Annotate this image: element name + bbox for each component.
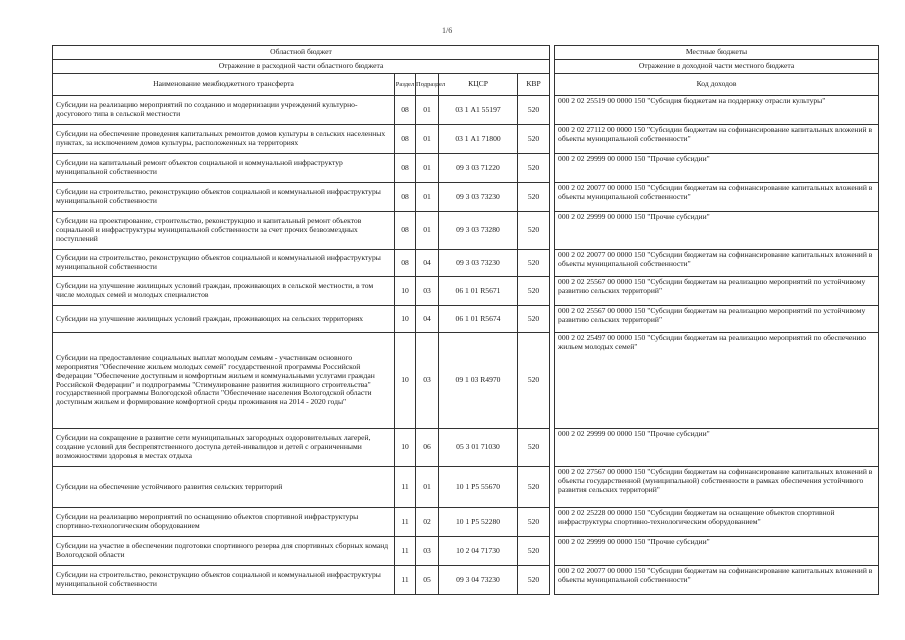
table-row xyxy=(53,333,879,429)
transfer-name: Субсидии на улучшение жилищных условий граждан, проживающих на сельских территориях xyxy=(53,306,395,333)
kvr-code: 520 xyxy=(518,277,550,306)
kcsr-code: 06 1 01 R5674 xyxy=(439,306,518,333)
kvr-code: 520 xyxy=(518,537,550,566)
section-code: 10 xyxy=(395,277,416,306)
kcsr-code: 09 1 03 R4970 xyxy=(439,333,518,429)
table-row xyxy=(53,306,879,333)
section-code: 11 xyxy=(395,508,416,537)
kvr-code: 520 xyxy=(518,125,550,154)
income-code: 000 2 02 25519 00 0000 150 "Субсидия бюджетам на поддержку отрасли культуры" xyxy=(555,96,879,125)
income-code: 000 2 02 20077 00 0000 150 "Субсидии бюджетам на софинансирование капитальных вложений в объекты муниципальной собственности" xyxy=(555,250,879,277)
table-row xyxy=(53,183,879,212)
kvr-code: 520 xyxy=(518,183,550,212)
page-number: 1/6 xyxy=(442,26,453,35)
table-row xyxy=(53,467,879,508)
transfer-name: Субсидии на строительство, реконструкцию объектов социальной и коммунальной инфраструктуры муниципальной собственности xyxy=(53,566,395,595)
table-row xyxy=(53,154,879,183)
transfer-name: Субсидии на обеспечение проведения капитальных ремонтов домов культуры в сельских населенных пунктах, за исключением домов культуры, расположенных на территориях xyxy=(53,125,395,154)
kcsr-code: 09 3 03 73230 xyxy=(439,250,518,277)
col-name-header: Наименование межбюджетного трансферта xyxy=(53,74,395,96)
table-row xyxy=(53,429,879,467)
kcsr-code: 09 3 04 73230 xyxy=(439,566,518,595)
subsection-code: 04 xyxy=(416,250,439,277)
kvr-code: 520 xyxy=(518,250,550,277)
subsection-code: 01 xyxy=(416,212,439,250)
regional-budget-header: Областной бюджет xyxy=(53,46,550,60)
subsection-code: 02 xyxy=(416,508,439,537)
subsection-code: 01 xyxy=(416,125,439,154)
section-code: 10 xyxy=(395,429,416,467)
section-code: 11 xyxy=(395,537,416,566)
section-code: 08 xyxy=(395,183,416,212)
subsection-code: 06 xyxy=(416,429,439,467)
income-code: 000 2 02 25497 00 0000 150 "Субсидии бюджетам на реализацию мероприятий по обеспечению жильем молодых семей" xyxy=(555,333,879,429)
section-code: 08 xyxy=(395,212,416,250)
transfer-name: Субсидии на проектирование, строительство, реконструкцию и капитальный ремонт объектов социальной и инфраструктуры муниципальной собственности за счет прочих безвозмездных поступлений xyxy=(53,212,395,250)
kvr-code: 520 xyxy=(518,306,550,333)
kvr-code: 520 xyxy=(518,508,550,537)
kcsr-code: 09 3 03 73230 xyxy=(439,183,518,212)
income-code: 000 2 02 27112 00 0000 150 "Субсидии бюджетам на софинансирование капитальных вложений в объекты муниципальной собственности" xyxy=(555,125,879,154)
transfer-name: Субсидии на строительство, реконструкцию объектов социальной и коммунальной инфраструктуры муниципальной собственности xyxy=(53,250,395,277)
income-code: 000 2 02 29999 00 0000 150 "Прочие субсидии" xyxy=(555,537,879,566)
col-kcsr-header: КЦСР xyxy=(439,74,518,96)
transfer-name: Субсидии на строительство, реконструкцию объектов социальной и коммунальной инфраструктуры муниципальной собственности xyxy=(53,183,395,212)
col-section-header: Раздел xyxy=(395,74,416,96)
table-row xyxy=(53,212,879,250)
income-reflection-header: Отражение в доходной части местного бюджета xyxy=(555,60,879,74)
subsection-code: 01 xyxy=(416,183,439,212)
subsection-code: 03 xyxy=(416,277,439,306)
kvr-code: 520 xyxy=(518,429,550,467)
kcsr-code: 03 1 А1 71800 xyxy=(439,125,518,154)
subsection-code: 01 xyxy=(416,96,439,125)
kvr-code: 520 xyxy=(518,212,550,250)
income-code: 000 2 02 29999 00 0000 150 "Прочие субсидии" xyxy=(555,212,879,250)
kvr-code: 520 xyxy=(518,96,550,125)
table-row xyxy=(53,537,879,566)
section-code: 08 xyxy=(395,125,416,154)
table-row xyxy=(53,508,879,537)
col-income-code-header: Код доходов xyxy=(555,74,879,96)
transfer-name: Субсидии на предоставление социальных выплат молодым семьям - участникам основного мероприятия "Обеспечение жильем молодых семей" государственной программы Российской Федерации "Обеспечение доступным и комфортным жильем и коммунальными услугами граждан Российской Федерации" и подпрограммы "Стимулирование развития жилищного строительства" государственной программы Вологодской области "Обеспечение населения Вологодской области доступным жильем и формирование комфортной среды проживания на 2014 - 2020 годы" xyxy=(53,333,395,429)
kcsr-code: 05 3 01 71030 xyxy=(439,429,518,467)
transfer-name: Субсидии на реализацию мероприятий по созданию и модернизации учреждений культурно-досугового типа в сельской местности xyxy=(53,96,395,125)
kvr-code: 520 xyxy=(518,154,550,183)
income-code: 000 2 02 25567 00 0000 150 "Субсидии бюджетам на реализацию мероприятий по устойчивому развитию сельских территорий" xyxy=(555,277,879,306)
header-row-3 xyxy=(53,74,879,96)
transfer-name: Субсидии на улучшение жилищных условий граждан, проживающих в сельской местности, в том числе молодых семей и молодых специалистов xyxy=(53,277,395,306)
subsection-code: 05 xyxy=(416,566,439,595)
header-row-1 xyxy=(53,46,879,60)
col-subsection-header: Подраздел xyxy=(416,74,439,96)
kcsr-code: 10 1 P5 52280 xyxy=(439,508,518,537)
kcsr-code: 03 1 А1 55197 xyxy=(439,96,518,125)
kcsr-code: 06 1 01 R5671 xyxy=(439,277,518,306)
kcsr-code: 10 1 P5 55670 xyxy=(439,467,518,508)
section-code: 11 xyxy=(395,467,416,508)
transfer-name: Субсидии на реализацию мероприятий по оснащению объектов спортивной инфраструктуры спортивно-технологическим оборудованием xyxy=(53,508,395,537)
col-kvr-header: КВР xyxy=(518,74,550,96)
kcsr-code: 10 2 04 71730 xyxy=(439,537,518,566)
table-row xyxy=(53,125,879,154)
income-code: 000 2 02 25228 00 0000 150 "Субсидии бюджетам на оснащение объектов спортивной инфраструктуры спортивно-технологическим оборудованием" xyxy=(555,508,879,537)
transfer-name: Субсидии на сокращение в развитие сети муниципальных загородных оздоровительных лагерей, создание условий для беспрепятственного доступа детей-инвалидов и детей с ограниченными возможностями здоровья в местах отдыха xyxy=(53,429,395,467)
subsection-code: 01 xyxy=(416,467,439,508)
budget-table xyxy=(52,45,879,595)
local-budgets-header: Местные бюджеты xyxy=(555,46,879,60)
subsection-code: 03 xyxy=(416,537,439,566)
header-row-2 xyxy=(53,60,879,74)
kvr-code: 520 xyxy=(518,467,550,508)
section-code: 08 xyxy=(395,250,416,277)
section-code: 10 xyxy=(395,306,416,333)
income-code: 000 2 02 20077 00 0000 150 "Субсидии бюджетам на софинансирование капитальных вложений в объекты муниципальной собственности" xyxy=(555,566,879,595)
section-code: 08 xyxy=(395,154,416,183)
transfer-name: Субсидии на участие в обеспечении подготовки спортивного резерва для спортивных сборных команд Вологодской области xyxy=(53,537,395,566)
section-code: 08 xyxy=(395,96,416,125)
income-code: 000 2 02 29999 00 0000 150 "Прочие субсидии" xyxy=(555,429,879,467)
table-row xyxy=(53,566,879,595)
income-code: 000 2 02 20077 00 0000 150 "Субсидии бюджетам на софинансирование капитальных вложений в объекты муниципальной собственности" xyxy=(555,183,879,212)
kvr-code: 520 xyxy=(518,566,550,595)
section-code: 11 xyxy=(395,566,416,595)
subsection-code: 04 xyxy=(416,306,439,333)
section-code: 10 xyxy=(395,333,416,429)
transfer-name: Субсидии на капитальный ремонт объектов социальной и коммунальной инфраструктур муниципальной собственности xyxy=(53,154,395,183)
income-code: 000 2 02 29999 00 0000 150 "Прочие субсидии" xyxy=(555,154,879,183)
subsection-code: 03 xyxy=(416,333,439,429)
expense-reflection-header: Отражение в расходной части областного бюджета xyxy=(53,60,550,74)
income-code: 000 2 02 27567 00 0000 150 "Субсидии бюджетам на софинансирование капитальных вложений в объекты государственной (муниципальной) собственности в рамках обеспечения устойчивого развития сельских территорий" xyxy=(555,467,879,508)
table-row xyxy=(53,96,879,125)
table-row xyxy=(53,277,879,306)
kcsr-code: 09 3 03 71220 xyxy=(439,154,518,183)
transfer-name: Субсидии на обеспечение устойчивого развития сельских территорий xyxy=(53,467,395,508)
kvr-code: 520 xyxy=(518,333,550,429)
table-row xyxy=(53,250,879,277)
income-code: 000 2 02 25567 00 0000 150 "Субсидии бюджетам на реализацию мероприятий по устойчивому развитию сельских территорий" xyxy=(555,306,879,333)
subsection-code: 01 xyxy=(416,154,439,183)
kcsr-code: 09 3 03 73280 xyxy=(439,212,518,250)
